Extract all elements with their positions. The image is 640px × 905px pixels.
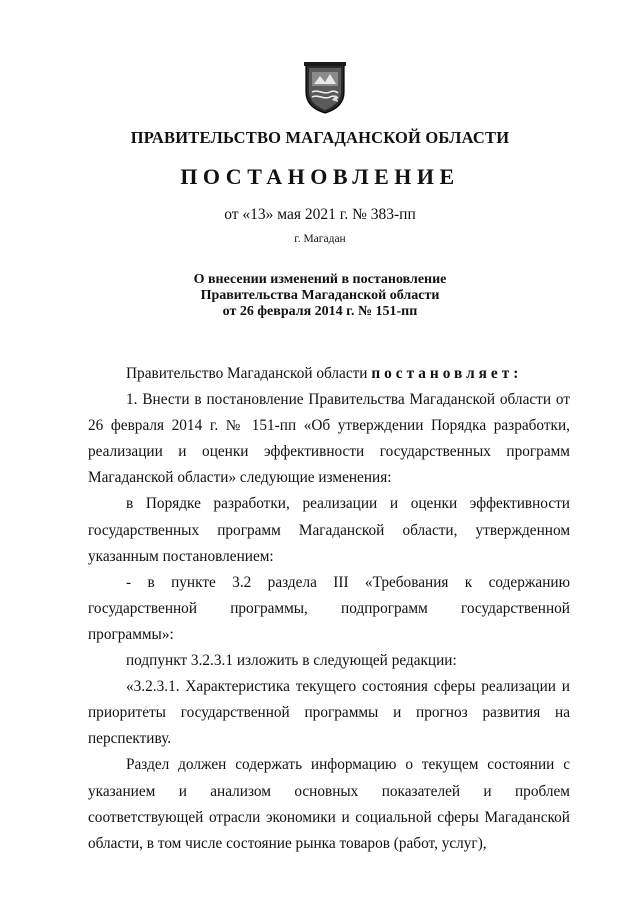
- title-line: О внесении изменений в постановление: [193, 272, 447, 287]
- body-paragraph: 1. Внести в постановление Правительства Магаданской области от 26 февраля 2014 г. № 151-пп «Об утверждении Порядка разработки, реализации и оценки эффективности государственных программ Магаданской области» следующие изменения:: [88, 391, 570, 487]
- coat-of-arms-icon: [302, 62, 348, 114]
- document-type: ПОСТАНОВЛЕНИЕ: [180, 164, 460, 189]
- title-line: от 26 февраля 2014 г. № 151-пп: [222, 304, 418, 319]
- body-paragraph: подпункт 3.2.3.1 изложить в следующей редакции:: [126, 652, 457, 670]
- document-body: [88, 361, 570, 857]
- title-line: Правительства Магаданской области: [200, 288, 440, 303]
- decree-word: постановляет:: [371, 365, 523, 382]
- document-title: [0, 272, 640, 320]
- document-city: г. Магадан: [294, 233, 346, 245]
- organization-name: ПРАВИТЕЛЬСТВО МАГАДАНСКОЙ ОБЛАСТИ: [130, 128, 510, 147]
- preamble-paragraph: Правительство Магаданской области постановляет:: [126, 365, 523, 382]
- document-date-number: от «13» мая 2021 г. № 383-пп: [224, 206, 416, 223]
- body-paragraph: в Порядке разработки, реализации и оценки эффективности государственных программ Магаданской области, утвержденном указанным постановлением:: [88, 495, 570, 565]
- body-paragraph: «3.2.3.1. Характеристика текущего состояния сферы реализации и приоритеты государственной программы и прогноз развития на перспективу.: [88, 678, 570, 748]
- body-paragraph: - в пункте 3.2 раздела III «Требования к содержанию государственной программы, подпрограмм государственной программы»:: [88, 573, 570, 643]
- body-paragraph: Раздел должен содержать информацию о текущем состоянии с указанием и анализом основных показателей и проблем соответствующей отрасли экономики и социальной сферы Магаданской области, в том числе состояние рынка товаров (работ, услуг),: [88, 756, 570, 852]
